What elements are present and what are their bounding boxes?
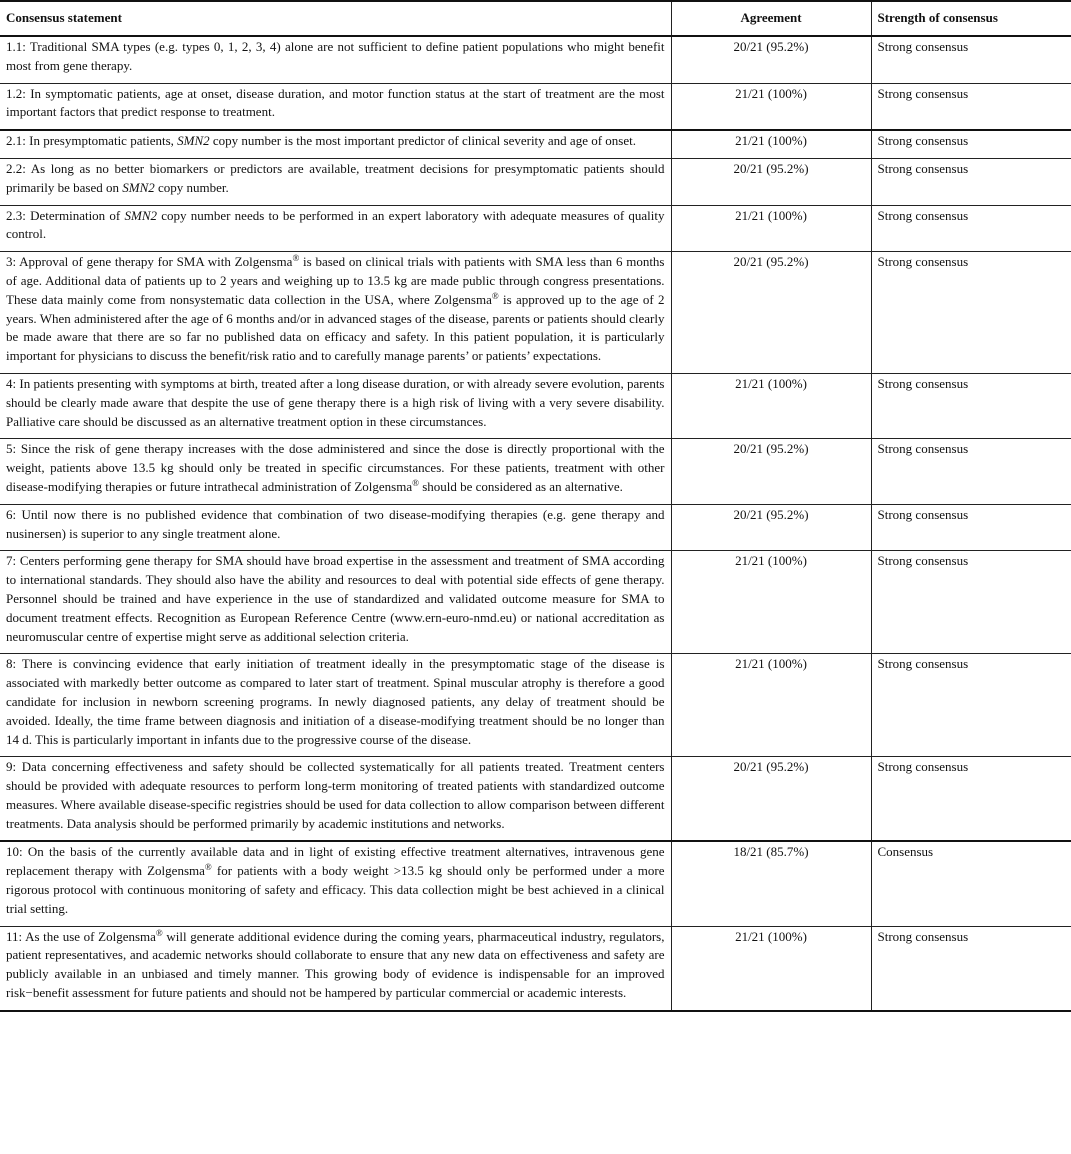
registered-mark: ® [204,862,212,873]
strength-cell: Strong consensus [871,757,1071,842]
table-row [0,551,1071,654]
gene-name: SMN2 [122,179,155,195]
agreement-cell: 21/21 (100%) [671,373,871,438]
strength-cell: Strong consensus [871,926,1071,1011]
table-row [0,841,1071,926]
statement-text: 5: Since the risk of gene therapy increases with the dose administered and since the dose is directly proportional with the weight, patients above 13.5 kg should only be treated in specific circumstances. For these patients, treatment with other disease-modifying therapies or future intrathecal administration of Zolgensma [6,441,665,494]
agreement-cell: 21/21 (100%) [671,205,871,252]
strength-cell: Strong consensus [871,158,1071,205]
statement-cell [0,158,671,205]
statement-cell: 7: Centers performing gene therapy for SMA should have broad expertise in the assessment and treatment of SMA according to international standards. They should also have the ability and resources to deal with potential side effects of gene therapy. Personnel should be trained and have experience in the use of standardized and validated outcome measure for SMA to document treatment effects. Recognition as European Reference Centre (www.ern-euro-nmd.eu) or national accreditation as neuromuscular centre of expertise might serve as additional selection criteria. [0,551,671,654]
agreement-cell: 21/21 (100%) [671,926,871,1011]
table-row [0,205,1071,252]
agreement-cell: 20/21 (95.2%) [671,252,871,374]
strength-cell: Strong consensus [871,654,1071,757]
gene-name: SMN2 [124,207,157,223]
strength-cell: Strong consensus [871,83,1071,130]
agreement-cell: 21/21 (100%) [671,551,871,654]
table-row [0,926,1071,1011]
statement-text: should be considered as an alternative. [418,478,623,494]
strength-cell: Strong consensus [871,252,1071,374]
agreement-cell: 20/21 (95.2%) [671,439,871,504]
statement-text: will generate additional evidence during the coming years, pharmaceutical industry, regulators, patient representatives, and academic networks should collaborate to ensure that any new data on effectiveness and safety are publicly available in an unbiased and timely manner. This growing body of evidence is indispensable for an improved risk−benefit assessment for future patients and should not be hampered by particular commercial or academic interests. [6,928,665,1001]
table-row [0,252,1071,374]
table-row [0,757,1071,842]
strength-cell: Strong consensus [871,504,1071,551]
table-row [0,158,1071,205]
statement-text: 10: On the basis of the currently available data and in light of existing effective treatment alternatives, intravenous gene replacement therapy with Zolgensma [6,844,665,879]
header-strength: Strength of consensus [871,1,1071,36]
statement-cell [0,439,671,504]
agreement-cell: 20/21 (95.2%) [671,36,871,83]
agreement-cell: 20/21 (95.2%) [671,757,871,842]
registered-mark: ® [292,253,300,264]
strength-cell: Strong consensus [871,439,1071,504]
statement-cell: 8: There is convincing evidence that early initiation of treatment ideally in the presymptomatic stage of the disease is associated with markedly better outcome as compared to later start of treatment. Spinal muscular atrophy is therefore a good candidate for inclusion in newborn screening programs. In newly diagnosed patients, any delay of treatment should be avoided. Ideally, the time frame between diagnosis and initiation of a disease-modifying treatment should be no longer than 14 d. This is particularly important in infants due to the progressive course of the disease. [0,654,671,757]
statement-text: 3: Approval of gene therapy for SMA with Zolgensma [6,254,293,270]
statement-cell [0,841,671,926]
header-statement: Consensus statement [0,1,671,36]
statement-cell: 9: Data concerning effectiveness and safety should be collected systematically for all patients treated. Treatment centers should be provided with adequate resources to perform long-term monitoring of treated patients with standardized outcome measures. Where available disease-specific registries should be used for data collection to allow comparison between different treatments. Data analysis should be performed primarily by academic institutions and networks. [0,757,671,842]
statement-text: copy number is the most important predictor of clinical severity and age of onset. [209,133,636,149]
table-row [0,36,1071,83]
agreement-cell: 20/21 (95.2%) [671,158,871,205]
strength-cell: Strong consensus [871,551,1071,654]
statement-text: copy number. [154,179,229,195]
table-row [0,83,1071,130]
statement-text: 2.3: Determination of [6,207,125,223]
table-row [0,504,1071,551]
header-row [0,1,1071,36]
agreement-cell: 21/21 (100%) [671,83,871,130]
agreement-cell: 20/21 (95.2%) [671,504,871,551]
header-agreement: Agreement [671,1,871,36]
table-row [0,439,1071,504]
table-row [0,130,1071,158]
table-row [0,654,1071,757]
statement-cell [0,926,671,1011]
strength-cell: Strong consensus [871,205,1071,252]
strength-cell: Strong consensus [871,373,1071,438]
agreement-cell: 18/21 (85.7%) [671,841,871,926]
statement-text: 2.1: In presymptomatic patients, [6,133,178,149]
registered-mark: ® [491,290,499,301]
strength-cell: Strong consensus [871,36,1071,83]
statement-cell [0,205,671,252]
agreement-cell: 21/21 (100%) [671,130,871,158]
statement-cell: 1.2: In symptomatic patients, age at onset, disease duration, and motor function status at the start of treatment are the most important factors that predict response to treatment. [0,83,671,130]
statement-cell: 1.1: Traditional SMA types (e.g. types 0, 1, 2, 3, 4) alone are not sufficient to define patient populations who might benefit most from gene therapy. [0,36,671,83]
strength-cell: Strong consensus [871,130,1071,158]
statement-text: is approved up to the age of 2 years. When administered after the age of 6 months and/or in advanced stages of the disease, parents or patients should clearly be made aware that there are so far no published data on efficacy and safety. In this patient population, it is particularly important for physicians to discuss the benefit/risk ratio and to carefully manage parents’ or patients’ expectations. [6,291,665,364]
statement-cell [0,130,671,158]
statement-cell [0,252,671,374]
statement-text: for patients with a body weight >13.5 kg should only be performed under a more rigorous protocol with continuous monitoring of safety and efficacy. This data collection might be best achieved in a clinical trial setting. [6,863,665,916]
registered-mark: ® [412,477,419,488]
registered-mark: ® [155,927,163,938]
table-row [0,373,1071,438]
statement-text: 11: As the use of Zolgensma [6,928,156,944]
statement-cell: 6: Until now there is no published evidence that combination of two disease-modifying therapies (e.g. gene therapy and nusinersen) is superior to any single treatment alone. [0,504,671,551]
statement-text: copy number needs to be performed in an expert laboratory with adequate measures of quality control. [6,207,665,242]
gene-name: SMN2 [177,133,210,149]
agreement-cell: 21/21 (100%) [671,654,871,757]
statement-cell: 4: In patients presenting with symptoms at birth, treated after a long disease duration, or with already severe evolution, parents should be clearly made aware that despite the use of gene therapy there is a high risk of living with a very severe disability. Palliative care should be discussed as an alternative treatment option in these circumstances. [0,373,671,438]
statement-text: 2.2: As long as no better biomarkers or predictors are available, treatment decisions for presymptomatic patients should primarily be based on [6,160,665,195]
strength-cell: Consensus [871,841,1071,926]
statement-text: is based on clinical trials with patients with SMA less than 6 months of age. Additional data of patients up to 2 years and weighing up to 13.5 kg are made public through congress presentations. These data mainly come from nonsystematic data collection in the USA, where Zolgensma [6,254,665,307]
